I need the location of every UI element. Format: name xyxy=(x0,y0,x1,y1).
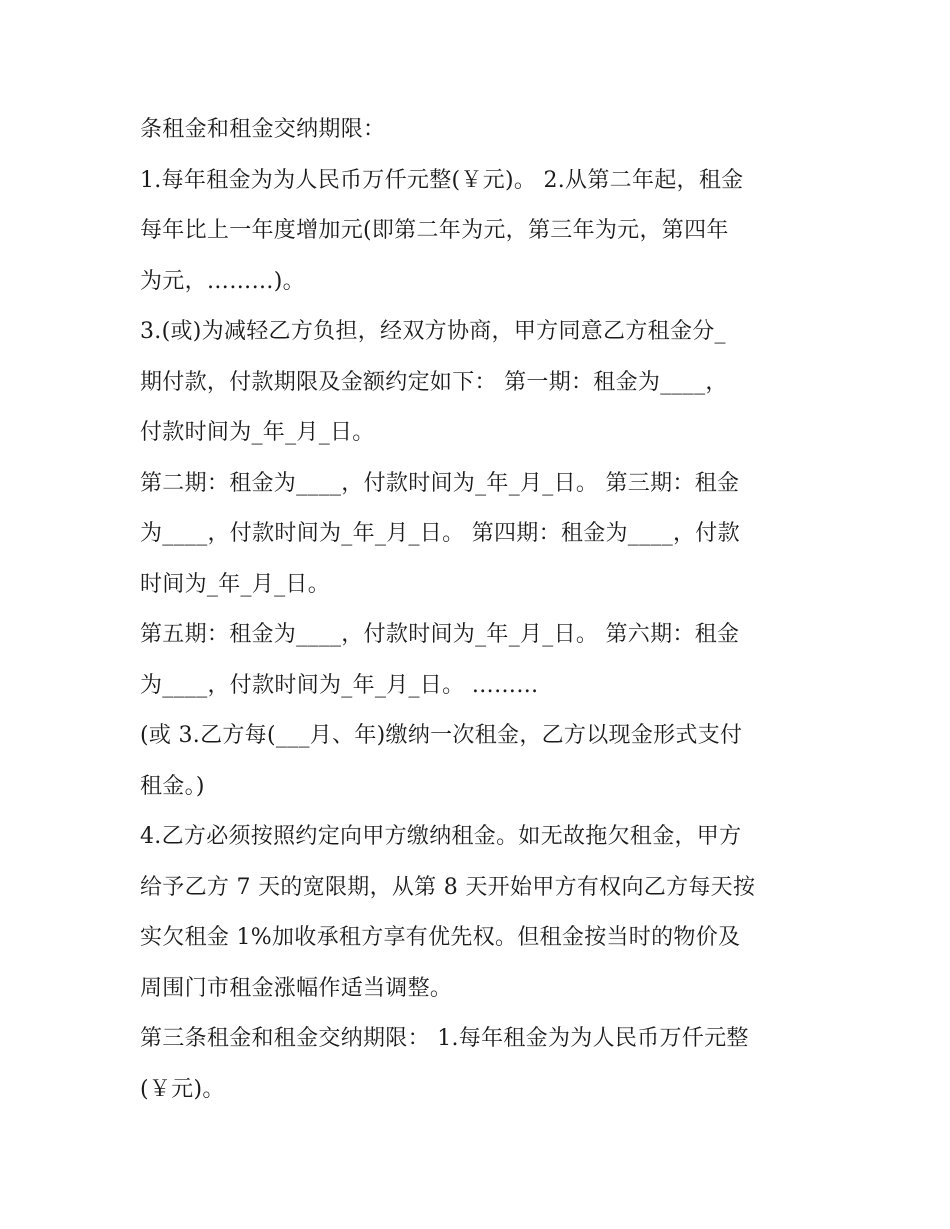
document-body xyxy=(140,105,820,1115)
text-line-6: 期付款，付款期限及金额约定如下： 第一期：租金为____， xyxy=(140,369,728,395)
text-line-2: 1.每年租金为为人民币万仟元整(￥元)。 2.从第二年起，租金 xyxy=(140,167,744,193)
text-line-8: 第二期：租金为____，付款时间为_年_月_日。 第三期：租金 xyxy=(140,470,740,496)
text-line-16: 给予乙方 7 天的宽限期，从第 8 天开始甲方有权向乙方每天按 xyxy=(140,874,756,900)
text-line-11: 第五期：租金为____，付款时间为_年_月_日。 第六期：租金 xyxy=(140,622,740,647)
text-line-15: 4.乙方必须按照约定向甲方缴纳租金。如无故拖欠租金，甲方 xyxy=(140,824,742,849)
text-line-18: 周围门市租金涨幅作适当调整。 xyxy=(140,975,453,1001)
text-line-20: (￥元)。 xyxy=(140,1076,225,1102)
text-line-1: 条租金和租金交纳期限： xyxy=(140,117,386,142)
text-line-7: 付款时间为_年_月_日。 xyxy=(140,420,375,445)
text-line-3: 每年比上一年度增加元(即第二年为元，第三年为元，第四年 xyxy=(140,218,729,243)
text-line-4: 为元，………)。 xyxy=(140,268,305,294)
text-line-10: 时间为_年_月_日。 xyxy=(140,571,331,597)
text-line-19: 第三条租金和租金交纳期限： 1.每年租金为为人民币万仟元整 xyxy=(140,1026,749,1051)
text-line-5: 3.(或)为减轻乙方负担，经双方协商，甲方同意乙方租金分_ xyxy=(140,319,726,344)
text-line-12: 为____，付款时间为_年_月_日。 ……… xyxy=(140,672,539,698)
text-line-14: 租金。) xyxy=(140,773,205,799)
text-line-13: (或 3.乙方每(___月、年)缴纳一次租金，乙方以现金形式支付 xyxy=(140,723,743,748)
text-line-9: 为____，付款时间为_年_月_日。 第四期：租金为____，付款 xyxy=(140,521,740,546)
text-line-17: 实欠租金 1%加收承租方享有优先权。但租金按当时的物价及 xyxy=(140,925,741,950)
